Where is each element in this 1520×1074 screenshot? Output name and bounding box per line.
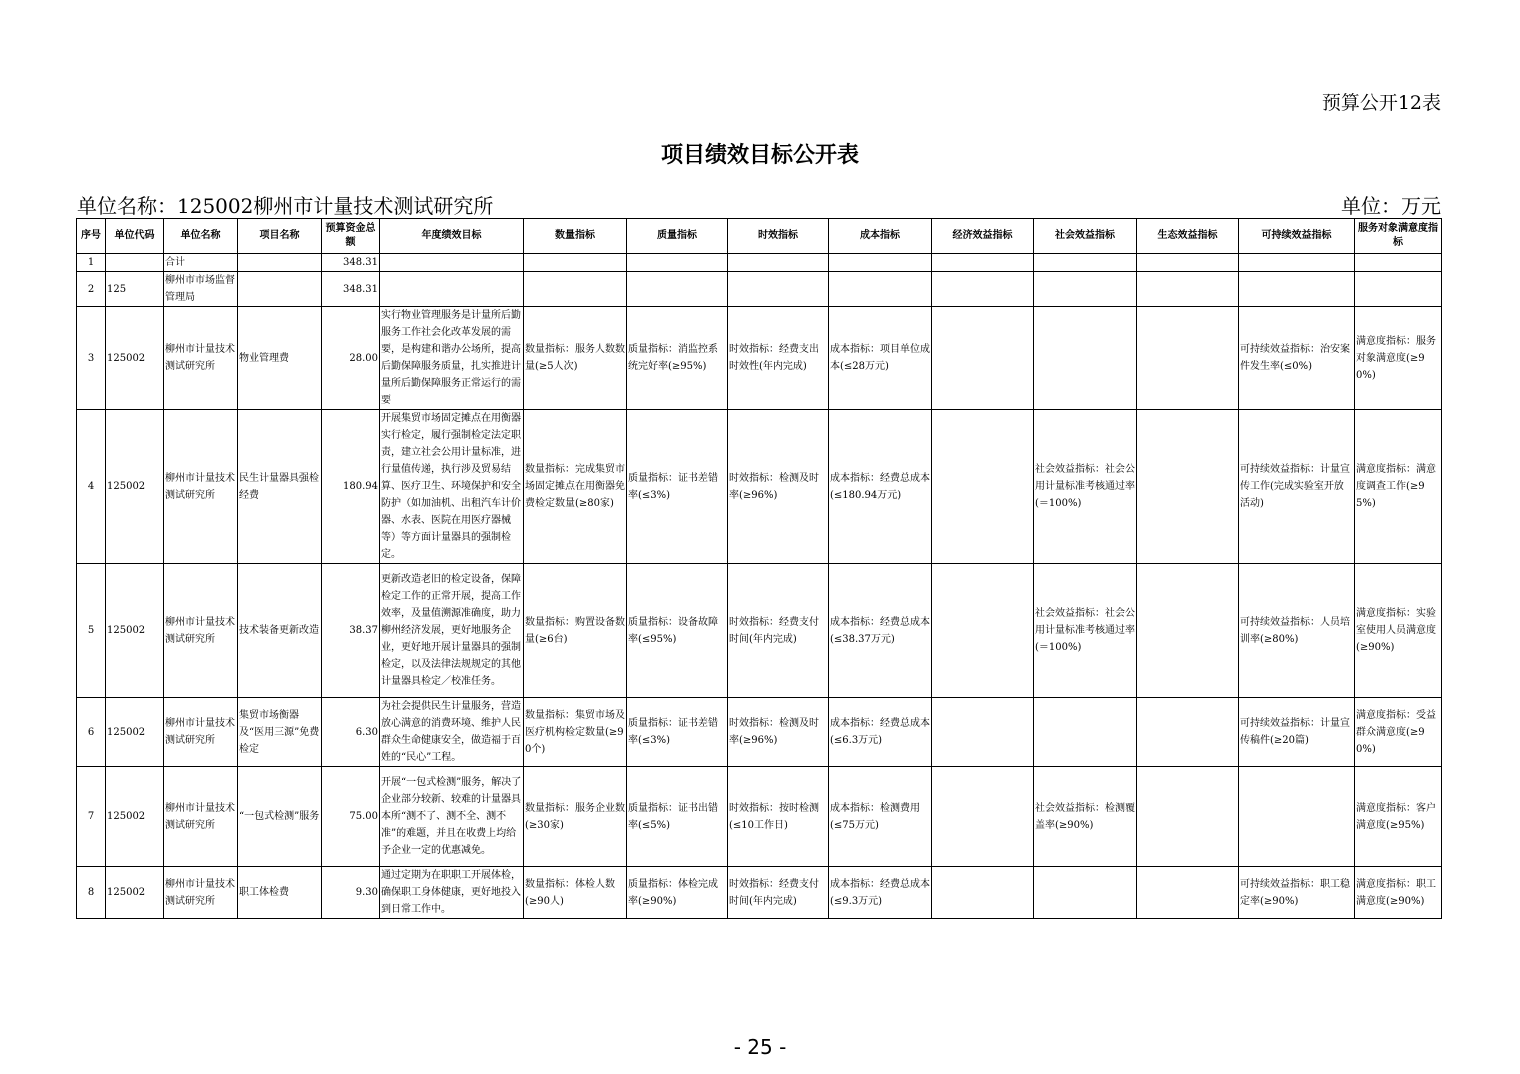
cell-goal: 实行物业管理服务是计量所后勤服务工作社会化改革发展的需要，是构建和谐办公场所，提高后勤保障服务质量，扎实推进计量所后勤保障服务正常运行的需要 bbox=[380, 307, 524, 410]
page-number: - 25 - bbox=[733, 1035, 787, 1059]
cell-eco bbox=[1137, 564, 1239, 698]
cell-sustain: 可持续效益指标：人员培训率(≥80%) bbox=[1239, 564, 1355, 698]
header-cell: 单位代码 bbox=[106, 219, 164, 254]
cell-econ bbox=[932, 410, 1034, 564]
header-cell: 单位名称 bbox=[164, 219, 238, 254]
cell-eco bbox=[1137, 698, 1239, 767]
cell-cost: 成本指标：经费总成本(≤9.3万元) bbox=[829, 867, 932, 919]
performance-table bbox=[76, 218, 1442, 919]
table-row bbox=[77, 307, 1442, 410]
table-code: 预算公开12表 bbox=[1321, 92, 1441, 114]
table-row bbox=[77, 564, 1442, 698]
unit-label: 单位：万元 bbox=[1341, 194, 1441, 218]
cell-econ bbox=[932, 564, 1034, 698]
cell-unit-name: 柳州市计量技术测试研究所 bbox=[164, 564, 238, 698]
header-cell: 时效指标 bbox=[728, 219, 829, 254]
header-cell: 质量指标 bbox=[627, 219, 728, 254]
cell-project: “一包式检测”服务 bbox=[238, 767, 322, 867]
cell-cost: 成本指标：经费总成本(≤6.3万元) bbox=[829, 698, 932, 767]
cell-eco bbox=[1137, 307, 1239, 410]
cell-sustain: 可持续效益指标：治安案件发生率(≤0%) bbox=[1239, 307, 1355, 410]
cell-no: 1 bbox=[77, 254, 106, 272]
cell-project: 职工体检费 bbox=[238, 867, 322, 919]
cell-unit-name: 柳州市计量技术测试研究所 bbox=[164, 698, 238, 767]
header-cell: 服务对象满意度指标 bbox=[1355, 219, 1442, 254]
cell-sustain: 可持续效益指标：计量宣传工作(完成实验室开放活动) bbox=[1239, 410, 1355, 564]
cell-code: 125002 bbox=[106, 867, 164, 919]
cell-social: 社会效益指标：检测覆盖率(≥90%) bbox=[1034, 767, 1137, 867]
cell-amount: 6.30 bbox=[322, 698, 380, 767]
cell-eco bbox=[1137, 867, 1239, 919]
table-row bbox=[77, 410, 1442, 564]
cell-time bbox=[728, 254, 829, 272]
org-name: 单位名称：125002柳州市计量技术测试研究所 bbox=[77, 194, 494, 218]
cell-goal: 更新改造老旧的检定设备，保障检定工作的正常开展，提高工作效率，及量值溯源准确度，助力柳州经济发展，更好地服务企业，更好地开展计量器具的强制检定，以及法律法规规定的其他计量器具检定／校准任务。 bbox=[380, 564, 524, 698]
cell-code: 125002 bbox=[106, 307, 164, 410]
cell-goal bbox=[380, 254, 524, 272]
cell-project bbox=[238, 254, 322, 272]
cell-sustain bbox=[1239, 272, 1355, 307]
header-cell: 社会效益指标 bbox=[1034, 219, 1137, 254]
cell-qty: 数量指标：完成集贸市场固定摊点在用衡器免费检定数量(≥80家) bbox=[524, 410, 627, 564]
cell-econ bbox=[932, 272, 1034, 307]
cell-unit-name: 合计 bbox=[164, 254, 238, 272]
cell-unit-name: 柳州市市场监督管理局 bbox=[164, 272, 238, 307]
cell-cost: 成本指标：检测费用(≤75万元) bbox=[829, 767, 932, 867]
cell-amount: 180.94 bbox=[322, 410, 380, 564]
cell-qty bbox=[524, 272, 627, 307]
table-row bbox=[77, 272, 1442, 307]
table-row bbox=[77, 254, 1442, 272]
cell-eco bbox=[1137, 410, 1239, 564]
cell-code bbox=[106, 254, 164, 272]
cell-code: 125002 bbox=[106, 564, 164, 698]
cell-quality: 质量指标：设备故障率(≤95%) bbox=[627, 564, 728, 698]
cell-social bbox=[1034, 272, 1137, 307]
cell-amount: 348.31 bbox=[322, 254, 380, 272]
cell-social bbox=[1034, 254, 1137, 272]
cell-unit-name: 柳州市计量技术测试研究所 bbox=[164, 867, 238, 919]
cell-goal: 开展“一包式检测”服务，解决了企业部分较新、较难的计量器具本所“测不了、测不全、测不准”的难题，并且在收费上均给予企业一定的优惠减免。 bbox=[380, 767, 524, 867]
cell-social: 社会效益指标：社会公用计量标准考核通过率(＝100%) bbox=[1034, 564, 1137, 698]
cell-quality: 质量指标：消监控系统完好率(≥95%) bbox=[627, 307, 728, 410]
cell-quality: 质量指标：证书出错率(≤5%) bbox=[627, 767, 728, 867]
header-cell: 成本指标 bbox=[829, 219, 932, 254]
cell-project: 物业管理费 bbox=[238, 307, 322, 410]
cell-qty: 数量指标：购置设备数量(≥6台) bbox=[524, 564, 627, 698]
cell-satisfy: 满意度指标：受益群众满意度(≥90%) bbox=[1355, 698, 1442, 767]
cell-qty: 数量指标：服务企业数(≥30家) bbox=[524, 767, 627, 867]
cell-unit-name: 柳州市计量技术测试研究所 bbox=[164, 767, 238, 867]
cell-qty: 数量指标：服务人数数量(≥5人次) bbox=[524, 307, 627, 410]
cell-code: 125002 bbox=[106, 698, 164, 767]
cell-social bbox=[1034, 307, 1137, 410]
cell-time: 时效指标：按时检测(≤10工作日) bbox=[728, 767, 829, 867]
header-cell: 预算资金总额 bbox=[322, 219, 380, 254]
cell-unit-name: 柳州市计量技术测试研究所 bbox=[164, 410, 238, 564]
cell-satisfy: 满意度指标：服务对象满意度(≥90%) bbox=[1355, 307, 1442, 410]
cell-time: 时效指标：检测及时率(≥96%) bbox=[728, 698, 829, 767]
header-cell: 数量指标 bbox=[524, 219, 627, 254]
cell-project: 集贸市场衡器及“医用三源”免费检定 bbox=[238, 698, 322, 767]
cell-cost bbox=[829, 254, 932, 272]
cell-sustain bbox=[1239, 767, 1355, 867]
cell-quality bbox=[627, 254, 728, 272]
header-cell: 可持续效益指标 bbox=[1239, 219, 1355, 254]
cell-econ bbox=[932, 767, 1034, 867]
cell-quality: 质量指标：证书差错率(≤3%) bbox=[627, 698, 728, 767]
cell-no: 3 bbox=[77, 307, 106, 410]
cell-amount: 75.00 bbox=[322, 767, 380, 867]
cell-cost bbox=[829, 272, 932, 307]
cell-eco bbox=[1137, 272, 1239, 307]
cell-amount: 38.37 bbox=[322, 564, 380, 698]
cell-social bbox=[1034, 698, 1137, 767]
cell-code: 125002 bbox=[106, 410, 164, 564]
table-header-row bbox=[77, 219, 1442, 254]
cell-sustain bbox=[1239, 254, 1355, 272]
cell-goal: 通过定期为在职职工开展体检，确保职工身体健康，更好地投入到日常工作中。 bbox=[380, 867, 524, 919]
cell-code: 125002 bbox=[106, 767, 164, 867]
cell-econ bbox=[932, 867, 1034, 919]
cell-econ bbox=[932, 254, 1034, 272]
cell-econ bbox=[932, 698, 1034, 767]
header-cell: 序号 bbox=[77, 219, 106, 254]
cell-time: 时效指标：经费支付时间(年内完成) bbox=[728, 867, 829, 919]
cell-goal bbox=[380, 272, 524, 307]
cell-time: 时效指标：经费支出时效性(年内完成) bbox=[728, 307, 829, 410]
cell-social bbox=[1034, 867, 1137, 919]
cell-no: 6 bbox=[77, 698, 106, 767]
cell-satisfy: 满意度指标：实验室使用人员满意度(≥90%) bbox=[1355, 564, 1442, 698]
cell-no: 7 bbox=[77, 767, 106, 867]
cell-sustain: 可持续效益指标：职工稳定率(≥90%) bbox=[1239, 867, 1355, 919]
cell-goal: 为社会提供民生计量服务，营造放心满意的消费环境、维护人民群众生命健康安全，做造福于百姓的“民心”工程。 bbox=[380, 698, 524, 767]
cell-goal: 开展集贸市场固定摊点在用衡器实行检定，履行强制检定法定职责，建立社会公用计量标准，进行量值传递，执行涉及贸易结算、医疗卫生、环境保护和安全防护（如加油机、出租汽车计价器、水表、医院在用医疗器械等）等方面计量器具的强制检定。 bbox=[380, 410, 524, 564]
cell-cost: 成本指标：经费总成本(≤180.94万元) bbox=[829, 410, 932, 564]
cell-quality bbox=[627, 272, 728, 307]
table-row bbox=[77, 767, 1442, 867]
cell-social: 社会效益指标：社会公用计量标准考核通过率(＝100%) bbox=[1034, 410, 1137, 564]
cell-time: 时效指标：检测及时率(≥96%) bbox=[728, 410, 829, 564]
cell-econ bbox=[932, 307, 1034, 410]
cell-eco bbox=[1137, 767, 1239, 867]
table-row bbox=[77, 867, 1442, 919]
cell-sustain: 可持续效益指标：计量宣传稿件(≥20篇) bbox=[1239, 698, 1355, 767]
cell-amount: 28.00 bbox=[322, 307, 380, 410]
cell-qty: 数量指标：集贸市场及医疗机构检定数量(≥90个) bbox=[524, 698, 627, 767]
header-cell: 生态效益指标 bbox=[1137, 219, 1239, 254]
cell-amount: 9.30 bbox=[322, 867, 380, 919]
cell-quality: 质量指标：体检完成率(≥90%) bbox=[627, 867, 728, 919]
cell-project: 民生计量器具强检经费 bbox=[238, 410, 322, 564]
cell-amount: 348.31 bbox=[322, 272, 380, 307]
cell-qty: 数量指标：体检人数(≥90人) bbox=[524, 867, 627, 919]
cell-no: 5 bbox=[77, 564, 106, 698]
cell-no: 4 bbox=[77, 410, 106, 564]
page-title: 项目绩效目标公开表 bbox=[660, 143, 859, 168]
cell-project bbox=[238, 272, 322, 307]
cell-time bbox=[728, 272, 829, 307]
cell-satisfy: 满意度指标：满意度调查工作(≥95%) bbox=[1355, 410, 1442, 564]
cell-satisfy bbox=[1355, 272, 1442, 307]
cell-unit-name: 柳州市计量技术测试研究所 bbox=[164, 307, 238, 410]
header-cell: 年度绩效目标 bbox=[380, 219, 524, 254]
header-cell: 经济效益指标 bbox=[932, 219, 1034, 254]
cell-eco bbox=[1137, 254, 1239, 272]
cell-cost: 成本指标：经费总成本(≤38.37万元) bbox=[829, 564, 932, 698]
cell-cost: 成本指标：项目单位成本(≤28万元) bbox=[829, 307, 932, 410]
header-cell: 项目名称 bbox=[238, 219, 322, 254]
cell-project: 技术装备更新改造 bbox=[238, 564, 322, 698]
table-row bbox=[77, 698, 1442, 767]
cell-qty bbox=[524, 254, 627, 272]
cell-quality: 质量指标：证书差错率(≤3%) bbox=[627, 410, 728, 564]
cell-satisfy: 满意度指标：客户满意度(≥95%) bbox=[1355, 767, 1442, 867]
cell-satisfy bbox=[1355, 254, 1442, 272]
cell-code: 125 bbox=[106, 272, 164, 307]
cell-no: 2 bbox=[77, 272, 106, 307]
cell-satisfy: 满意度指标：职工满意度(≥90%) bbox=[1355, 867, 1442, 919]
cell-time: 时效指标：经费支付时间(年内完成) bbox=[728, 564, 829, 698]
cell-no: 8 bbox=[77, 867, 106, 919]
